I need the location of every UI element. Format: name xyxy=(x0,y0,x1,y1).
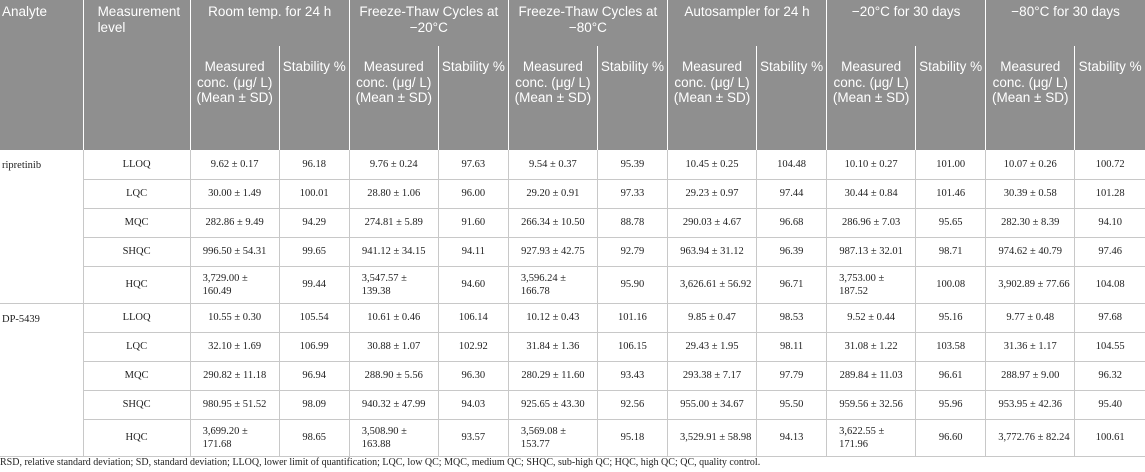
measured-conc-cell: 290.03 ± 4.67 xyxy=(667,208,756,237)
measured-conc-cell: 31.84 ± 1.36 xyxy=(508,332,597,361)
measured-conc-cell: 293.38 ± 7.17 xyxy=(667,361,756,390)
stability-percent-cell: 99.65 xyxy=(279,237,349,266)
measured-conc-cell: 10.07 ± 0.26 xyxy=(986,150,1075,179)
stability-percent-cell: 102.92 xyxy=(438,332,508,361)
measured-conc-cell: 31.36 ± 1.17 xyxy=(986,332,1075,361)
measured-conc-cell: 3,508.90 ± 163.88 xyxy=(349,419,438,456)
measurement-level-cell: SHQC xyxy=(83,237,190,266)
measured-conc-cell: 9.62 ± 0.17 xyxy=(190,150,279,179)
header-blank-cell xyxy=(83,46,190,150)
stability-percent-cell: 100.08 xyxy=(916,266,986,303)
measured-conc-cell: 974.62 ± 40.79 xyxy=(986,237,1075,266)
measured-conc-cell: 953.95 ± 42.36 xyxy=(986,390,1075,419)
measured-conc-cell: 29.23 ± 0.97 xyxy=(667,179,756,208)
stability-percent-cell: 93.43 xyxy=(597,361,667,390)
measured-conc-cell: 282.30 ± 8.39 xyxy=(986,208,1075,237)
stability-percent-cell: 96.39 xyxy=(757,237,827,266)
measured-conc-cell: 32.10 ± 1.69 xyxy=(190,332,279,361)
stability-percent-cell: 94.11 xyxy=(438,237,508,266)
stability-percent-cell: 100.01 xyxy=(279,179,349,208)
stability-percent-cell: 94.13 xyxy=(757,419,827,456)
stability-percent-cell: 94.60 xyxy=(438,266,508,303)
stability-subheader: Stability % xyxy=(1075,46,1145,150)
stability-percent-cell: 96.68 xyxy=(757,208,827,237)
stability-percent-cell: 94.29 xyxy=(279,208,349,237)
stability-percent-cell: 104.55 xyxy=(1075,332,1145,361)
measured-conc-cell: 940.32 ± 47.99 xyxy=(349,390,438,419)
stability-percent-cell: 96.30 xyxy=(438,361,508,390)
measured-conc-cell: 274.81 ± 5.89 xyxy=(349,208,438,237)
stability-percent-cell: 97.63 xyxy=(438,150,508,179)
measured-conc-cell: 30.39 ± 0.58 xyxy=(986,179,1075,208)
stability-percent-cell: 97.68 xyxy=(1075,303,1145,332)
measured-conc-cell: 9.77 ± 0.48 xyxy=(986,303,1075,332)
measured-conc-cell: 288.90 ± 5.56 xyxy=(349,361,438,390)
stability-percent-cell: 97.79 xyxy=(757,361,827,390)
stability-percent-cell: 95.40 xyxy=(1075,390,1145,419)
measured-conc-cell: 963.94 ± 31.12 xyxy=(667,237,756,266)
table-row xyxy=(0,266,1145,303)
measured-conc-cell: 955.00 ± 34.67 xyxy=(667,390,756,419)
stability-percent-cell: 99.44 xyxy=(279,266,349,303)
stability-percent-cell: 96.60 xyxy=(916,419,986,456)
measured-conc-cell: 3,547.57 ± 139.38 xyxy=(349,266,438,303)
stability-percent-cell: 101.46 xyxy=(916,179,986,208)
measured-conc-cell: 3,622.55 ± 171.96 xyxy=(827,419,916,456)
stability-percent-cell: 95.18 xyxy=(597,419,667,456)
measured-conc-cell: 10.61 ± 0.46 xyxy=(349,303,438,332)
measured-conc-cell: 28.80 ± 1.06 xyxy=(349,179,438,208)
stability-percent-cell: 97.44 xyxy=(757,179,827,208)
stability-subheader: Stability % xyxy=(757,46,827,150)
stability-percent-cell: 95.96 xyxy=(916,390,986,419)
stability-percent-cell: 96.71 xyxy=(757,266,827,303)
stability-percent-cell: 92.56 xyxy=(597,390,667,419)
stability-percent-cell: 92.79 xyxy=(597,237,667,266)
measured-conc-cell: 3,772.76 ± 82.24 xyxy=(986,419,1075,456)
table-body xyxy=(0,150,1145,456)
stability-percent-cell: 97.33 xyxy=(597,179,667,208)
analyte-name-cell: ripretinib xyxy=(0,150,83,303)
measured-conc-cell: 30.00 ± 1.49 xyxy=(190,179,279,208)
stability-percent-cell: 96.32 xyxy=(1075,361,1145,390)
group-header-room-temp: Room temp. for 24 h xyxy=(190,0,349,46)
stability-percent-cell: 100.72 xyxy=(1075,150,1145,179)
stability-subheader: Stability % xyxy=(597,46,667,150)
measured-conc-cell: 927.93 ± 42.75 xyxy=(508,237,597,266)
group-header-minus80-30days: −80°C for 30 days xyxy=(986,0,1145,46)
stability-subheader: Stability % xyxy=(438,46,508,150)
group-header-freeze-thaw-minus20: Freeze-Thaw Cycles at −20°C xyxy=(349,0,508,46)
stability-percent-cell: 101.28 xyxy=(1075,179,1145,208)
measured-conc-cell: 3,569.08 ± 153.77 xyxy=(508,419,597,456)
header-row-groups xyxy=(0,0,1145,46)
stability-percent-cell: 104.08 xyxy=(1075,266,1145,303)
measurement-level-cell: LQC xyxy=(83,179,190,208)
stability-percent-cell: 96.94 xyxy=(279,361,349,390)
stability-percent-cell: 105.54 xyxy=(279,303,349,332)
stability-percent-cell: 98.71 xyxy=(916,237,986,266)
stability-percent-cell: 98.09 xyxy=(279,390,349,419)
measurement-level-cell: LQC xyxy=(83,332,190,361)
measurement-level-header: Measurement level xyxy=(83,0,190,46)
stability-subheader: Stability % xyxy=(279,46,349,150)
group-header-autosampler: Autosampler for 24 h xyxy=(667,0,826,46)
stability-percent-cell: 96.61 xyxy=(916,361,986,390)
measurement-level-cell: LLOQ xyxy=(83,303,190,332)
measured-conc-cell: 288.97 ± 9.00 xyxy=(986,361,1075,390)
table-header xyxy=(0,0,1145,150)
table-row xyxy=(0,208,1145,237)
measurement-level-cell: HQC xyxy=(83,266,190,303)
table-row xyxy=(0,361,1145,390)
group-header-freeze-thaw-minus80: Freeze-Thaw Cycles at −80°C xyxy=(508,0,667,46)
table-row xyxy=(0,332,1145,361)
stability-percent-cell: 98.11 xyxy=(757,332,827,361)
stability-percent-cell: 106.99 xyxy=(279,332,349,361)
conc-subheader: Measured conc. (μg/ L) (Mean ± SD) xyxy=(508,46,597,150)
table-row xyxy=(0,419,1145,456)
measurement-level-cell: SHQC xyxy=(83,390,190,419)
measured-conc-cell: 280.29 ± 11.60 xyxy=(508,361,597,390)
measured-conc-cell: 30.44 ± 0.84 xyxy=(827,179,916,208)
measured-conc-cell: 9.54 ± 0.37 xyxy=(508,150,597,179)
measured-conc-cell: 30.88 ± 1.07 xyxy=(349,332,438,361)
conc-subheader: Measured conc. (μg/ L) (Mean ± SD) xyxy=(190,46,279,150)
stability-percent-cell: 103.58 xyxy=(916,332,986,361)
stability-percent-cell: 93.57 xyxy=(438,419,508,456)
stability-percent-cell: 106.15 xyxy=(597,332,667,361)
table-row xyxy=(0,303,1145,332)
measured-conc-cell: 266.34 ± 10.50 xyxy=(508,208,597,237)
stability-subheader: Stability % xyxy=(916,46,986,150)
conc-subheader: Measured conc. (μg/ L) (Mean ± SD) xyxy=(349,46,438,150)
stability-percent-cell: 96.18 xyxy=(279,150,349,179)
group-header-minus20-30days: −20°C for 30 days xyxy=(827,0,986,46)
measured-conc-cell: 282.86 ± 9.49 xyxy=(190,208,279,237)
stability-percent-cell: 94.03 xyxy=(438,390,508,419)
conc-subheader: Measured conc. (μg/ L) (Mean ± SD) xyxy=(667,46,756,150)
stability-percent-cell: 95.65 xyxy=(916,208,986,237)
measured-conc-cell: 3,529.91 ± 58.98 xyxy=(667,419,756,456)
measured-conc-cell: 3,902.89 ± 77.66 xyxy=(986,266,1075,303)
measured-conc-cell: 29.20 ± 0.91 xyxy=(508,179,597,208)
analyte-header: Analyte xyxy=(0,0,83,46)
measured-conc-cell: 3,753.00 ± 187.52 xyxy=(827,266,916,303)
stability-percent-cell: 97.46 xyxy=(1075,237,1145,266)
table-row xyxy=(0,390,1145,419)
stability-percent-cell: 88.78 xyxy=(597,208,667,237)
measurement-level-cell: MQC xyxy=(83,361,190,390)
measured-conc-cell: 987.13 ± 32.01 xyxy=(827,237,916,266)
measured-conc-cell: 9.76 ± 0.24 xyxy=(349,150,438,179)
measured-conc-cell: 3,729.00 ± 160.49 xyxy=(190,266,279,303)
table-row xyxy=(0,237,1145,266)
measured-conc-cell: 10.45 ± 0.25 xyxy=(667,150,756,179)
measured-conc-cell: 31.08 ± 1.22 xyxy=(827,332,916,361)
measured-conc-cell: 980.95 ± 51.52 xyxy=(190,390,279,419)
measured-conc-cell: 3,596.24 ± 166.78 xyxy=(508,266,597,303)
measured-conc-cell: 941.12 ± 34.15 xyxy=(349,237,438,266)
stability-percent-cell: 95.16 xyxy=(916,303,986,332)
measured-conc-cell: 3,699.20 ± 171.68 xyxy=(190,419,279,456)
stability-percent-cell: 101.16 xyxy=(597,303,667,332)
measured-conc-cell: 10.10 ± 0.27 xyxy=(827,150,916,179)
stability-percent-cell: 98.53 xyxy=(757,303,827,332)
measured-conc-cell: 290.82 ± 11.18 xyxy=(190,361,279,390)
measured-conc-cell: 286.96 ± 7.03 xyxy=(827,208,916,237)
measured-conc-cell: 10.12 ± 0.43 xyxy=(508,303,597,332)
header-row-subcolumns xyxy=(0,46,1145,150)
stability-percent-cell: 100.61 xyxy=(1075,419,1145,456)
measured-conc-cell: 959.56 ± 32.56 xyxy=(827,390,916,419)
measured-conc-cell: 9.52 ± 0.44 xyxy=(827,303,916,332)
measured-conc-cell: 9.85 ± 0.47 xyxy=(667,303,756,332)
stability-percent-cell: 101.00 xyxy=(916,150,986,179)
measured-conc-cell: 925.65 ± 43.30 xyxy=(508,390,597,419)
stability-percent-cell: 96.00 xyxy=(438,179,508,208)
measurement-level-cell: MQC xyxy=(83,208,190,237)
measurement-level-cell: LLOQ xyxy=(83,150,190,179)
stability-percent-cell: 95.90 xyxy=(597,266,667,303)
table-row xyxy=(0,150,1145,179)
conc-subheader: Measured conc. (μg/ L) (Mean ± SD) xyxy=(827,46,916,150)
measured-conc-cell: 996.50 ± 54.31 xyxy=(190,237,279,266)
measured-conc-cell: 3,626.61 ± 56.92 xyxy=(667,266,756,303)
stability-percent-cell: 104.48 xyxy=(757,150,827,179)
table-row xyxy=(0,179,1145,208)
stability-percent-cell: 95.39 xyxy=(597,150,667,179)
stability-percent-cell: 94.10 xyxy=(1075,208,1145,237)
stability-percent-cell: 91.60 xyxy=(438,208,508,237)
measured-conc-cell: 29.43 ± 1.95 xyxy=(667,332,756,361)
measured-conc-cell: 289.84 ± 11.03 xyxy=(827,361,916,390)
conc-subheader: Measured conc. (μg/ L) (Mean ± SD) xyxy=(986,46,1075,150)
measurement-level-cell: HQC xyxy=(83,419,190,456)
stability-percent-cell: 98.65 xyxy=(279,419,349,456)
measured-conc-cell: 10.55 ± 0.30 xyxy=(190,303,279,332)
stability-percent-cell: 106.14 xyxy=(438,303,508,332)
header-blank-cell xyxy=(0,46,83,150)
table-footnote: RSD, relative standard deviation; SD, standard deviation; LLOQ, lower limit of quantification; LQC, low QC; MQC, medium QC; SHQC, sub-high QC; HQC, high QC; QC, quality control. xyxy=(0,457,761,468)
analyte-name-cell: DP-5439 xyxy=(0,303,83,456)
stability-percent-cell: 95.50 xyxy=(757,390,827,419)
